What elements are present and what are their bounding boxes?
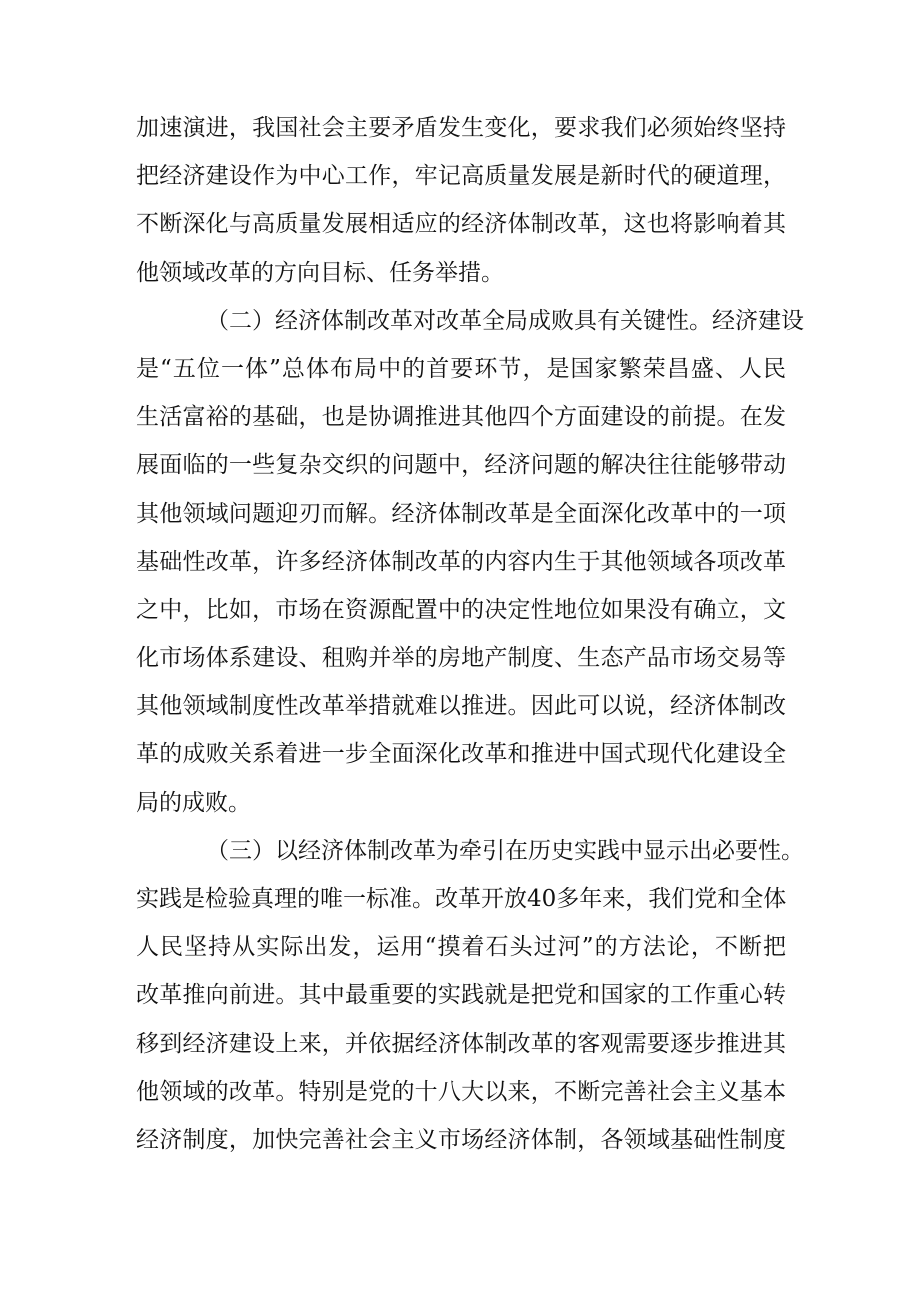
paragraph-2-line-6: 基础性改革，许多经济体制改革的内容内生于其他领域各项改革 bbox=[136, 548, 786, 575]
paragraph-2-line-8: 化市场体系建设、租购并举的房地产制度、生态产品市场交易等 bbox=[136, 645, 786, 672]
paragraph-2-line-4: 展面临的一些复杂交织的问题中，经济问题的解决往往能够带动 bbox=[136, 452, 786, 479]
paragraph-2-line-7: 之中，比如，市场在资源配置中的决定性地位如果没有确立，文 bbox=[136, 596, 786, 623]
paragraph-2-line-3: 生活富裕的基础，也是协调推进其他四个方面建设的前提。在发 bbox=[136, 404, 786, 431]
paragraph-3-line-2: 实践是检验真理的唯一标准。改革开放40多年来，我们党和全体 bbox=[136, 886, 787, 912]
paragraph-3-line-7: 经济制度，加快完善社会主义市场经济体制，各领域基础性制度 bbox=[136, 1126, 786, 1153]
paragraph-3-line-5: 移到经济建设上来，并依据经济体制改革的客观需要逐步推进其 bbox=[136, 1030, 786, 1057]
paragraph-2-line-10: 革的成败关系着进一步全面深化改革和推进中国式现代化建设全 bbox=[136, 741, 786, 768]
paragraph-3-line-4: 改革推向前进。其中最重要的实践就是把党和国家的工作重心转 bbox=[136, 982, 786, 1009]
paragraph-2-line-2: 是“五位一体”总体布局中的首要环节，是国家繁荣昌盛、人民 bbox=[136, 355, 786, 382]
paragraph-2-line-11: 局的成败。 bbox=[136, 789, 251, 816]
paragraph-1-line-3: 不断深化与高质量发展相适应的经济体制改革，这也将影响着其 bbox=[136, 211, 786, 238]
paragraph-2-line-5: 其他领域问题迎刃而解。经济体制改革是全面深化改革中的一项 bbox=[136, 500, 786, 527]
paragraph-2-line-1: （二）经济体制改革对改革全局成败具有关键性。经济建设 bbox=[206, 307, 804, 334]
paragraph-3-line-3: 人民坚持从实际出发，运用“摸着石头过河”的方法论，不断把 bbox=[136, 934, 786, 961]
paragraph-3-line-6: 他领域的改革。特别是党的十八大以来，不断完善社会主义基本 bbox=[136, 1078, 786, 1105]
paragraph-1-line-2: 把经济建设作为中心工作，牢记高质量发展是新时代的硬道理， bbox=[136, 163, 786, 190]
paragraph-3-line-1: （三）以经济体制改革为牵引在历史实践中显示出必要性。 bbox=[206, 837, 804, 864]
paragraph-1-line-1: 加速演进，我国社会主要矛盾发生变化，要求我们必须始终坚持 bbox=[136, 115, 786, 141]
document-body bbox=[136, 104, 804, 1164]
paragraph-1-line-4: 他领域改革的方向目标、任务举措。 bbox=[136, 259, 504, 286]
paragraph-2-line-9: 其他领域制度性改革举措就难以推进。因此可以说，经济体制改 bbox=[136, 693, 786, 720]
